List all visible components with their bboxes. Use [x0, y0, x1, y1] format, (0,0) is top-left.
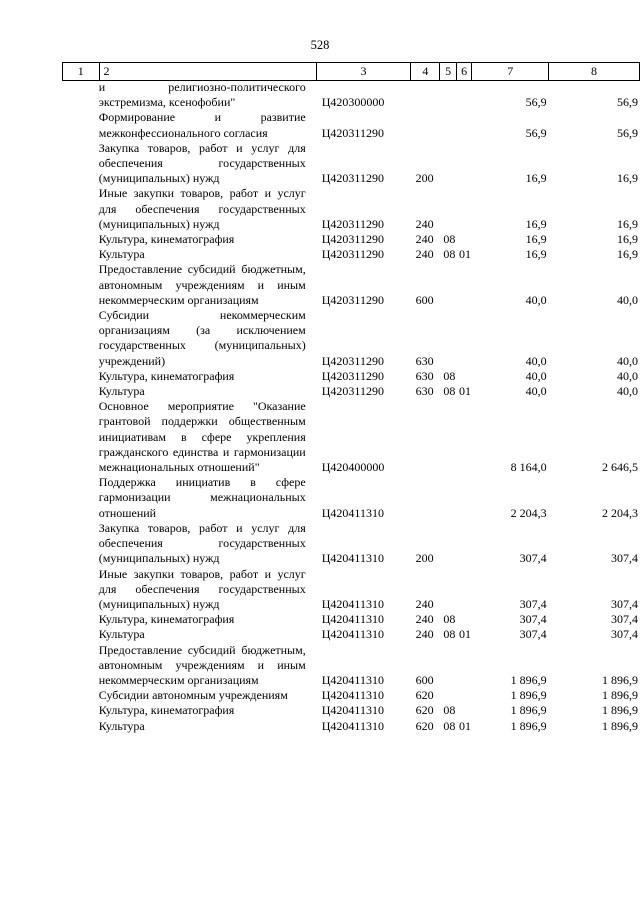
row-value-2024-cell: 56,9 — [525, 125, 547, 140]
row-vr-cell: 630 — [415, 353, 434, 368]
row-name-cell: Иные закупки товаров, работ и услуг для обеспечения государственных (муниципальных) нужд — [98, 566, 306, 611]
row-number-cell — [62, 612, 95, 627]
row-number-cell — [62, 141, 95, 187]
table-row — [62, 627, 640, 642]
row-number-cell — [62, 719, 95, 734]
row-rz-cell: 08 — [443, 627, 456, 642]
row-rz-cell: 08 — [443, 703, 456, 718]
row-vr-cell: 240 — [415, 627, 434, 642]
row-number-cell — [62, 110, 95, 140]
header-col-5: 5 — [440, 63, 457, 81]
row-value-2024-cell: 1 896,9 — [510, 718, 547, 733]
row-number-cell — [62, 80, 95, 110]
table-row — [62, 643, 640, 689]
row-code-cell: Ц420311290 — [321, 353, 384, 368]
row-pr-cell: 01 — [458, 384, 471, 399]
row-value-2025-cell: 2 204,3 — [602, 505, 638, 520]
row-name-cell: Культура, кинематография — [98, 232, 235, 247]
row-number-cell — [62, 262, 95, 308]
table-row — [62, 399, 640, 475]
table-row — [62, 247, 640, 262]
row-number-cell — [62, 384, 95, 399]
row-value-2025-cell: 307,4 — [611, 551, 638, 566]
table-row — [62, 567, 640, 613]
row-pr-cell — [459, 80, 474, 110]
row-rz-cell: 08 — [443, 718, 456, 733]
row-name-cell: Культура, кинематография — [98, 703, 235, 718]
row-code-cell: Ц420411310 — [321, 672, 384, 687]
row-vr-cell: 620 — [415, 718, 434, 733]
row-code-cell: Ц420411310 — [321, 703, 384, 718]
row-pr-cell — [459, 703, 474, 718]
row-value-2025-cell: 40,0 — [617, 353, 638, 368]
row-rz-cell — [443, 399, 459, 475]
row-name-cell: Культура — [98, 718, 145, 733]
row-value-2024-cell: 40,0 — [525, 292, 547, 307]
row-number-cell — [62, 475, 95, 521]
row-value-2024-cell: 16,9 — [525, 232, 547, 247]
row-pr-cell — [459, 612, 474, 627]
row-value-2025-cell: 16,9 — [617, 216, 638, 231]
row-pr-cell — [459, 688, 474, 703]
row-vr-cell — [416, 80, 444, 110]
row-vr-cell: 240 — [415, 612, 434, 627]
row-pr-cell — [459, 369, 474, 384]
row-vr-cell — [416, 399, 444, 475]
budget-table — [62, 80, 640, 734]
table-row — [62, 688, 640, 703]
row-name-cell: Иные закупки товаров, работ и услуг для обеспечения государственных (муниципальных) нужд — [98, 186, 306, 231]
row-vr-cell: 630 — [415, 384, 434, 399]
row-value-2024-cell: 2 204,3 — [510, 505, 547, 520]
row-code-cell: Ц420411310 — [321, 612, 384, 627]
row-name-cell: Субсидии автономным учреждениям — [98, 688, 288, 703]
row-value-2024-cell: 40,0 — [525, 384, 547, 399]
table-row — [62, 521, 640, 567]
row-value-2025-cell: 1 896,9 — [602, 672, 638, 687]
row-code-cell: Ц420411310 — [321, 596, 384, 611]
row-rz-cell: 08 — [443, 612, 456, 627]
row-vr-cell: 600 — [415, 672, 434, 687]
table-row — [62, 186, 640, 232]
row-code-cell: Ц420311290 — [321, 125, 384, 140]
row-pr-cell — [459, 399, 474, 475]
row-value-2024-cell: 40,0 — [525, 368, 547, 383]
row-pr-cell — [459, 475, 474, 521]
row-value-2024-cell: 1 896,9 — [510, 672, 547, 687]
row-number-cell — [62, 567, 95, 613]
row-name-cell: и религиозно-политического экстремизма, ксенофобии" — [98, 80, 306, 110]
row-value-2024-cell: 1 896,9 — [510, 703, 547, 718]
row-value-2025-cell: 1 896,9 — [602, 703, 638, 718]
table-row — [62, 703, 640, 718]
row-rz-cell: 08 — [443, 384, 456, 399]
header-col-8: 8 — [549, 63, 640, 81]
row-vr-cell: 620 — [415, 688, 434, 703]
row-value-2025-cell: 40,0 — [617, 384, 638, 399]
row-rz-cell — [443, 110, 459, 140]
row-vr-cell — [416, 475, 444, 521]
row-name-cell: Культура, кинематография — [98, 368, 235, 383]
row-pr-cell: 01 — [458, 718, 471, 733]
row-rz-cell — [443, 308, 459, 369]
row-name-cell: Культура, кинематография — [98, 612, 235, 627]
table-row — [62, 308, 640, 369]
row-code-cell: Ц420311290 — [321, 368, 384, 383]
row-name-cell: Формирование и развитие межконфессионального согласия — [98, 110, 306, 140]
row-pr-cell — [459, 262, 474, 308]
row-rz-cell — [443, 80, 459, 110]
header-col-4: 4 — [411, 63, 440, 81]
row-value-2024-cell: 40,0 — [525, 353, 547, 368]
row-name-cell: Субсидии некоммерческим организациям (за исключением государственных (муниципальных) учреждений) — [98, 308, 306, 368]
row-value-2025-cell: 40,0 — [617, 368, 638, 383]
row-name-cell: Культура — [98, 384, 145, 399]
row-value-2025-cell: 307,4 — [611, 596, 638, 611]
row-value-2025-cell: 56,9 — [617, 125, 638, 140]
row-code-cell: Ц420411310 — [321, 718, 384, 733]
row-vr-cell: 200 — [415, 171, 434, 186]
row-name-cell: Культура — [98, 247, 145, 262]
row-value-2024-cell: 16,9 — [525, 171, 547, 186]
row-rz-cell — [443, 688, 459, 703]
row-value-2025-cell: 307,4 — [611, 612, 638, 627]
row-number-cell — [62, 232, 95, 247]
row-number-cell — [62, 186, 95, 232]
row-name-cell: Культура — [98, 627, 145, 642]
row-vr-cell — [416, 110, 444, 140]
row-code-cell: Ц420411310 — [321, 688, 384, 703]
row-vr-cell: 620 — [415, 703, 434, 718]
row-value-2024-cell: 307,4 — [519, 596, 547, 611]
header-col-6: 6 — [456, 63, 472, 81]
row-rz-cell: 08 — [443, 232, 456, 247]
header-col-1: 1 — [63, 63, 100, 81]
row-number-cell — [62, 521, 95, 567]
row-rz-cell: 08 — [443, 247, 456, 262]
page-number: 528 — [310, 38, 330, 52]
table-row — [62, 384, 640, 399]
header-col-7: 7 — [472, 63, 549, 81]
table-row — [62, 141, 640, 187]
row-vr-cell: 630 — [415, 368, 434, 383]
row-name-cell: Поддержка инициатив в сфере гармонизации межнациональных отношений — [98, 475, 306, 520]
row-rz-cell — [443, 141, 459, 187]
row-value-2024-cell: 307,4 — [519, 612, 547, 627]
table-row — [62, 110, 640, 140]
row-value-2024-cell: 16,9 — [525, 216, 547, 231]
row-name-cell: Предоставление субсидий бюджетным, автономным учреждениям и иным некоммерческим организациям — [98, 262, 306, 307]
row-name-cell: Основное мероприятие "Оказание грантовой поддержки общественным инициативам в сфере укрепления гражданского единства и гармонизации межнациональных отношений" — [98, 399, 306, 475]
row-code-cell: Ц420411310 — [321, 551, 384, 566]
row-value-2024-cell: 16,9 — [525, 247, 547, 262]
row-rz-cell — [443, 567, 459, 613]
row-pr-cell — [459, 521, 474, 567]
row-vr-cell: 600 — [415, 292, 434, 307]
row-code-cell: Ц420300000 — [321, 95, 385, 110]
table-row — [62, 719, 640, 734]
row-value-2024-cell: 8 164,0 — [510, 460, 547, 475]
row-vr-cell: 240 — [415, 596, 434, 611]
row-value-2025-cell: 2 646,5 — [602, 460, 638, 475]
row-rz-cell — [443, 262, 459, 308]
column-header-row — [62, 62, 640, 81]
row-pr-cell — [459, 232, 474, 247]
table-row — [62, 80, 640, 110]
header-col-3: 3 — [316, 63, 411, 81]
row-pr-cell — [459, 141, 474, 187]
row-code-cell: Ц420311290 — [321, 247, 384, 262]
row-pr-cell — [459, 567, 474, 613]
row-value-2024-cell: 1 896,9 — [510, 688, 547, 703]
row-pr-cell — [459, 186, 474, 232]
row-pr-cell: 01 — [458, 247, 471, 262]
row-value-2025-cell: 40,0 — [617, 292, 638, 307]
row-number-cell — [62, 247, 95, 262]
row-code-cell: Ц420311290 — [321, 384, 384, 399]
row-value-2024-cell: 307,4 — [519, 627, 547, 642]
row-rz-cell — [443, 475, 459, 521]
row-value-2025-cell: 56,9 — [617, 95, 638, 110]
row-number-cell — [62, 399, 95, 475]
row-vr-cell: 200 — [415, 551, 434, 566]
row-number-cell — [62, 369, 95, 384]
row-rz-cell — [443, 521, 459, 567]
row-vr-cell: 240 — [415, 232, 434, 247]
table-row — [62, 612, 640, 627]
table-row — [62, 369, 640, 384]
row-pr-cell: 01 — [458, 627, 471, 642]
row-code-cell: Ц420311290 — [321, 232, 384, 247]
table-row — [62, 262, 640, 308]
row-value-2025-cell: 16,9 — [617, 232, 638, 247]
row-value-2025-cell: 1 896,9 — [602, 688, 638, 703]
row-value-2024-cell: 307,4 — [519, 551, 547, 566]
row-number-cell — [62, 308, 95, 369]
header-col-2: 2 — [99, 63, 316, 81]
table-row — [62, 475, 640, 521]
row-vr-cell: 240 — [415, 247, 434, 262]
row-rz-cell — [443, 643, 459, 689]
row-pr-cell — [459, 110, 474, 140]
row-number-cell — [62, 688, 95, 703]
row-code-cell: Ц420400000 — [321, 460, 385, 475]
row-value-2025-cell: 307,4 — [611, 627, 638, 642]
row-value-2025-cell: 1 896,9 — [602, 718, 638, 733]
row-rz-cell — [443, 186, 459, 232]
row-code-cell: Ц420311290 — [321, 292, 384, 307]
row-vr-cell: 240 — [415, 216, 434, 231]
row-value-2024-cell: 56,9 — [525, 95, 547, 110]
row-code-cell: Ц420311290 — [321, 216, 384, 231]
row-pr-cell — [459, 308, 474, 369]
table-row — [62, 232, 640, 247]
row-number-cell — [62, 703, 95, 718]
row-code-cell: Ц420311290 — [321, 171, 384, 186]
row-name-cell: Предоставление субсидий бюджетным, автономным учреждениям и иным некоммерческим организациям — [98, 642, 306, 687]
row-code-cell: Ц420411310 — [321, 627, 384, 642]
row-number-cell — [62, 643, 95, 689]
row-number-cell — [62, 627, 95, 642]
row-code-cell: Ц420411310 — [321, 505, 384, 520]
row-rz-cell: 08 — [443, 368, 456, 383]
row-name-cell: Закупка товаров, работ и услуг для обеспечения государственных (муниципальных) нужд — [98, 140, 306, 186]
row-value-2025-cell: 16,9 — [617, 171, 638, 186]
row-value-2025-cell: 16,9 — [617, 247, 638, 262]
row-pr-cell — [459, 643, 474, 689]
row-name-cell: Закупка товаров, работ и услуг для обеспечения государственных (муниципальных) нужд — [98, 520, 306, 566]
